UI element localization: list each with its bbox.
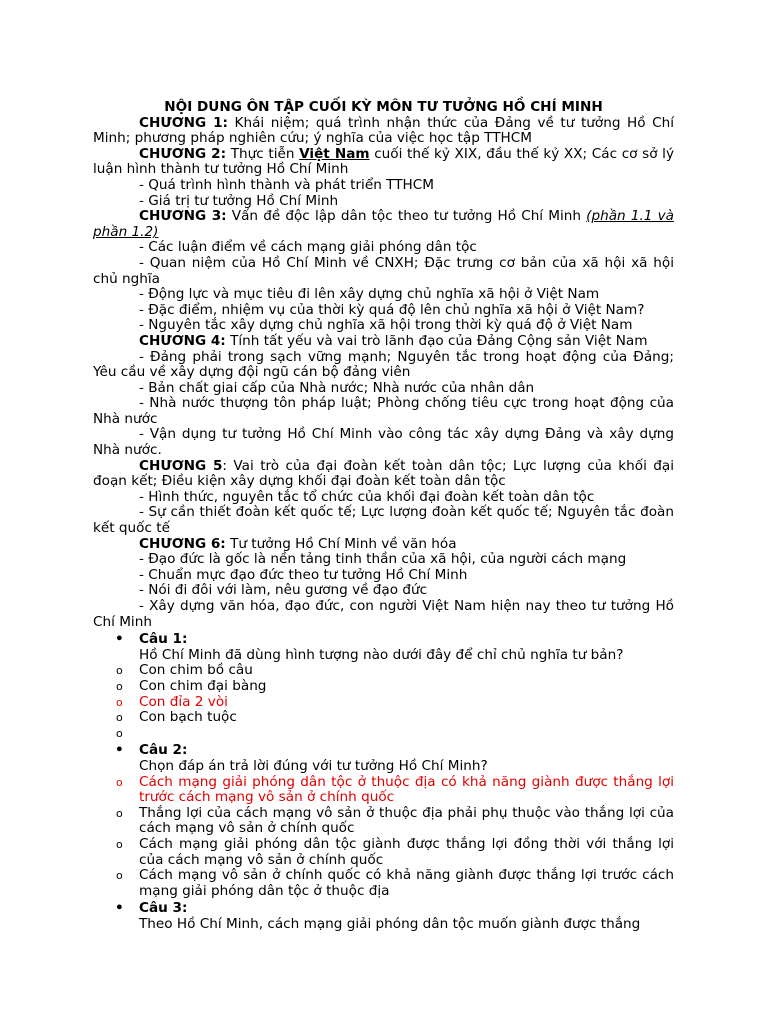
chapter-text: Thực tiễn [226,145,300,162]
question-title: Câu 3: [139,900,188,917]
chapter-4 [93,334,674,350]
chapter-item: - Các luận điểm về cách mạng giải phóng dân tộc [139,239,477,256]
chapter-label: CHƯƠNG 5 [139,457,223,474]
chapter-1 [93,116,674,147]
option-text: Con chim đại bàng [139,677,267,694]
option-text: Con đỉa 2 vòi [139,693,228,710]
circle-bullet-icon: o [116,695,123,709]
chapter-item: - Quá trình hình thành và phát triển TTHCM [139,176,434,193]
option-item-answer [93,775,674,806]
option-item [93,806,674,837]
chapter-item: - Hình thức, nguyên tắc tổ chức của khối đại đoàn kết toàn dân tộc [139,488,595,505]
chapter-item: - Vận dụng tư tưởng Hồ Chí Minh vào công tác xây dựng Đảng và xây dựng Nhà nước. [93,426,674,459]
document-page [93,100,674,932]
chapter-item: - Đặc điểm, nhiệm vụ của thời kỳ quá độ lên chủ nghĩa xã hội ở Việt Nam? [139,301,645,318]
chapter-item: - Nguyên tắc xây dựng chủ nghĩa xã hội trong thời kỳ quá độ ở Việt Nam [139,317,633,334]
chapter-6 [93,537,674,553]
chapter-item: - Nhà nước thượng tôn pháp luật; Phòng chống tiêu cực trong hoạt động của Nhà nước [93,395,674,427]
option-item [93,868,674,899]
question-1 [93,632,674,663]
chapter-item: - Giá trị tư tưởng Hồ Chí Minh [139,192,339,209]
chapter-text: : Vai trò của đại đoàn kết toàn dân tộc; Lực lượng của khối đại đoạn kết; Điều kiện xây dựng khối đại đoàn kết toàn dân tộc [93,457,675,490]
question-text: Chọn đáp án trả lời đúng với tư tưởng Hồ Chí Minh? [139,757,488,774]
chapter-item: - Quan niệm của Hồ Chí Minh về CNXH; Đặc trưng cơ bản của xã hội xã hội chủ nghĩa [93,254,674,287]
circle-bullet-icon: o [116,806,123,820]
bullet-icon: • [115,900,124,917]
circle-bullet-icon: o [116,869,123,883]
option-text: Con chim bồ câu [139,662,253,679]
chapter-item: - Sự cần thiết đoàn kết quốc tế; Lực lượng đoàn kết quốc tế; Nguyên tắc đoàn kết quốc tế [93,504,674,537]
question-2-options [93,775,674,900]
chapter-text-vietnam: Việt Nam [299,145,370,162]
question-title: Câu 2: [139,742,188,759]
chapter-5 [93,459,674,490]
bullet-icon: • [115,742,124,759]
option-item [93,679,674,695]
option-item [93,663,674,679]
chapter-item: - Đảng phải trong sạch vững mạnh; Nguyên tắc trong hoạt động của Đảng; Yêu cầu về xây dựng đội ngũ cán bộ đảng viên [93,348,674,381]
option-item [93,837,674,868]
bullet-icon: • [115,631,124,648]
chapter-item: - Xây dựng văn hóa, đạo đức, con người Việt Nam hiện nay theo tư tưởng Hồ Chí Minh [93,598,674,630]
option-text: Thắng lợi của cách mạng vô sản ở thuộc địa phải phụ thuộc vào thắng lợi của cách mạng vô sản ở chính quốc [139,804,674,837]
question-1-options [93,663,674,741]
chapter-item: - Động lực và mục tiêu đi lên xây dựng chủ nghĩa xã hội ở Việt Nam [139,286,600,303]
chapter-label: CHƯƠNG 1: [139,114,228,131]
option-item [93,710,674,726]
circle-bullet-icon: o [116,837,123,851]
chapter-2 [93,147,674,178]
chapter-note: (phần 1.1 và phần 1.2) [93,208,675,240]
chapter-item: - Chuẩn mực đạo đức theo tư tưởng Hồ Chí Minh [139,566,468,583]
circle-bullet-icon: o [116,664,123,678]
option-text: Cách mạng giải phóng dân tộc ở thuộc địa có khả năng giành được thắng lợi trước cách mạng vô sản ở chính quốc [139,773,674,806]
chapter-text: Vấn đề độc lập dân tộc theo tư tưởng Hồ Chí Minh [226,208,587,225]
chapter-text: cuối thế kỷ XIX, đầu thế kỷ XX; Các cơ sở lý luận hình thành tư tưởng Hồ Chí Minh [93,145,675,178]
circle-bullet-icon: o [116,679,123,693]
chapter-item: - Bản chất giai cấp của Nhà nước; Nhà nước của nhân dân [139,379,535,396]
chapter-text: Tư tưởng Hồ Chí Minh về văn hóa [225,535,457,552]
circle-bullet-icon: o [116,775,123,789]
chapter-3 [93,209,674,240]
option-item-empty [93,726,674,742]
chapter-label: CHƯƠNG 2: [139,145,227,162]
question-2 [93,743,674,774]
option-item-answer [93,695,674,711]
chapter-text: Khái niệm; quá trình nhận thức của Đảng về tư tưởng Hồ Chí Minh; phương pháp nghiên cứu; ý nghĩa của việc học tập TTHCM [93,114,674,147]
question-title: Câu 1: [139,631,188,648]
option-text: Cách mạng vô sản ở chính quốc có khả năng giành được thắng lợi trước cách mạng giải phóng dân tộc ở thuộc địa [139,867,674,899]
document-title: NỘI DUNG ÔN TẬP CUỐI KỲ MÔN TƯ TƯỞNG HỒ CHÍ MINH [164,99,603,115]
question-text: Theo Hồ Chí Minh, cách mạng giải phóng dân tộc muốn giành được thắng [139,915,641,932]
circle-bullet-icon: o [116,726,123,740]
chapter-item: - Đạo đức là gốc là nền tảng tinh thần của xã hội, của người cách mạng [139,551,627,568]
option-text: Cách mạng giải phóng dân tộc giành được thắng lợi đồng thời với thắng lợi của cách mạng vô sản ở chính quốc [139,835,674,868]
chapter-item: - Nói đi đôi với làm, nêu gương về đạo đức [139,582,428,599]
option-text: Con bạch tuộc [139,709,237,726]
chapter-label: CHƯƠNG 6: [139,535,226,552]
question-3 [93,901,674,932]
chapter-label: CHƯƠNG 4: [139,332,226,349]
question-text: Hồ Chí Minh đã dùng hình tượng nào dưới đây để chỉ chủ nghĩa tư bản? [139,646,624,663]
circle-bullet-icon: o [116,711,123,725]
chapter-label: CHƯƠNG 3: [139,208,227,225]
chapter-text: Tính tất yếu và vai trò lãnh đạo của Đảng Cộng sản Việt Nam [225,332,648,349]
